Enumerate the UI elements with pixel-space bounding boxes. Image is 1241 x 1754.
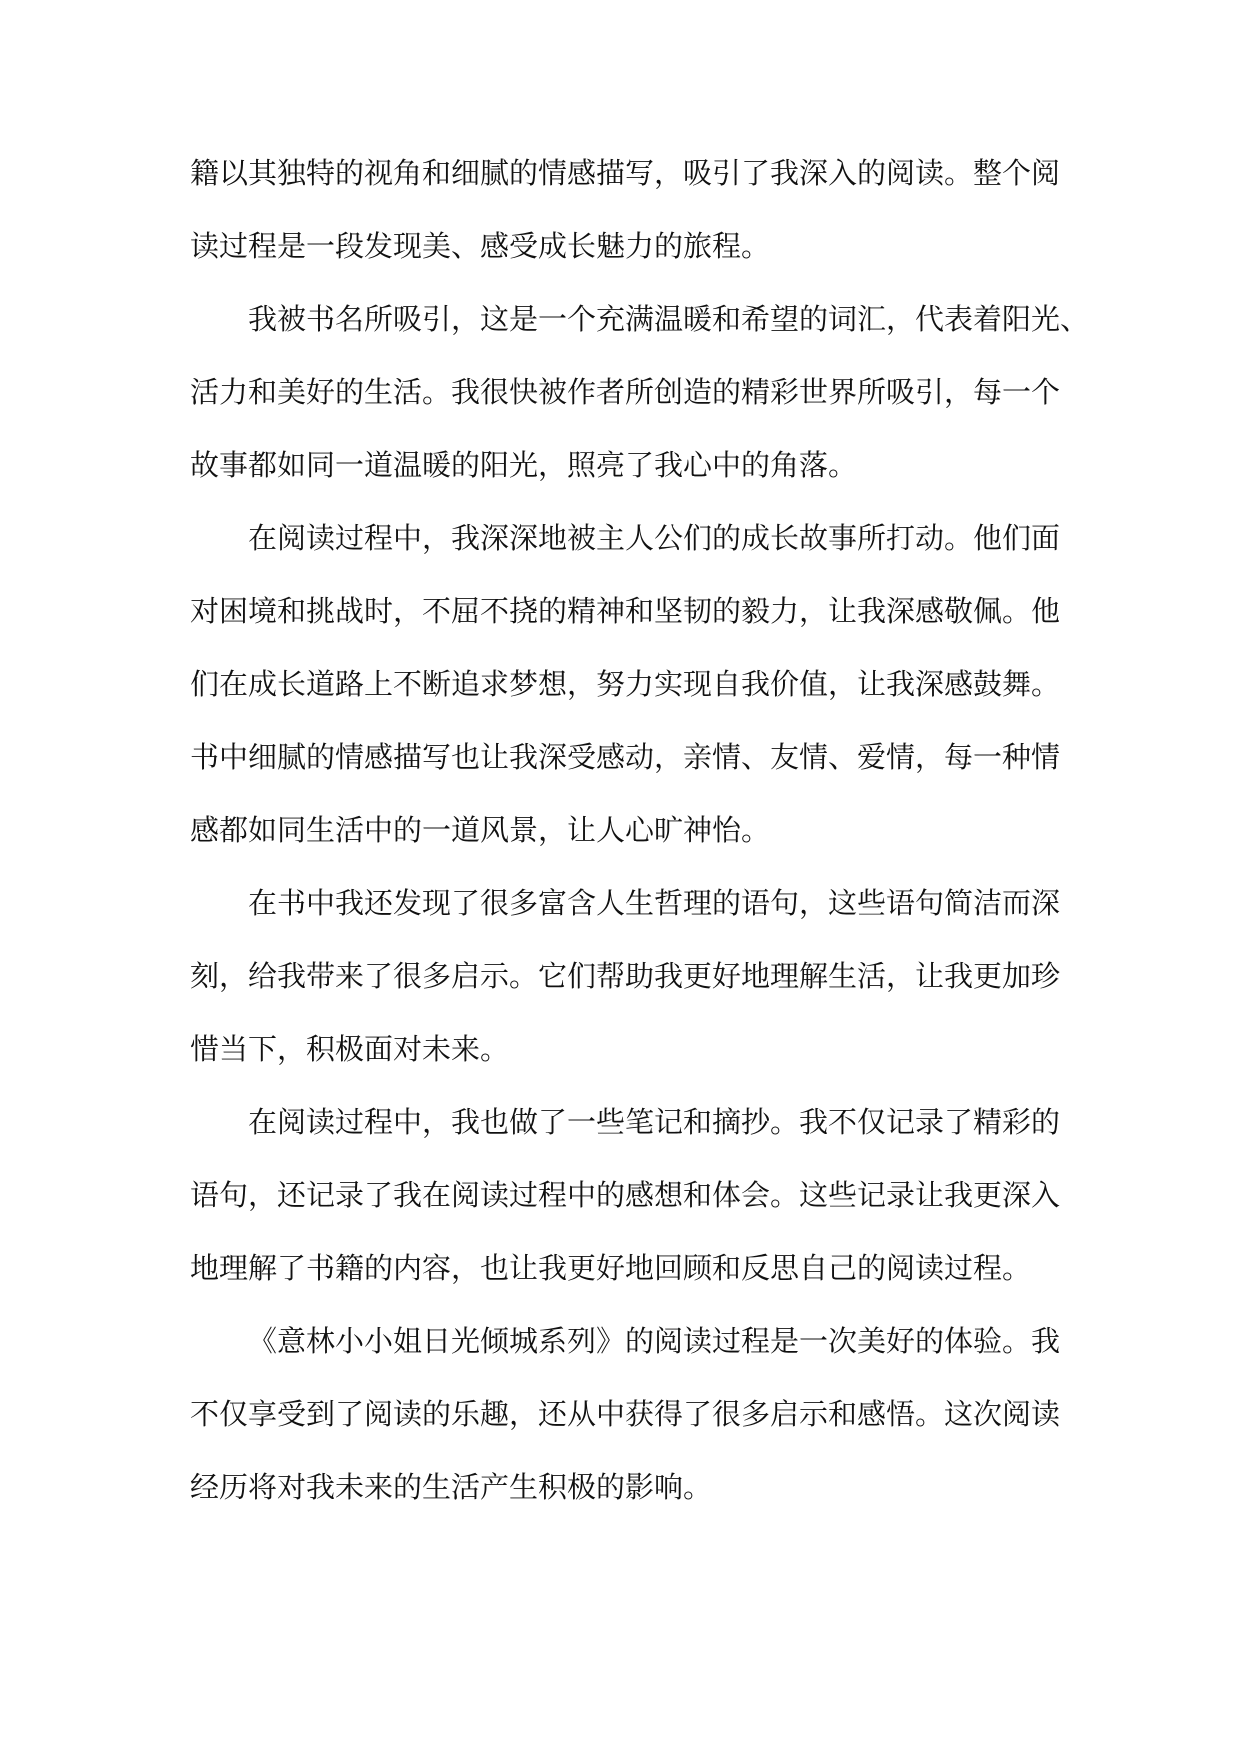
text-line: 经历将对我未来的生活产生积极的影响。 [190,1470,713,1504]
text-line: 语句，还记录了我在阅读过程中的感想和体会。这些记录让我更深入 [190,1178,1061,1212]
paragraph-first-line: 《意林小小姐日光倾城系列》的阅读过程是一次美好的体验。我 [248,1324,1061,1358]
text-line: 不仅享受到了阅读的乐趣，还从中获得了很多启示和感悟。这次阅读 [190,1397,1061,1431]
text-line: 们在成长道路上不断追求梦想，努力实现自我价值，让我深感鼓舞。 [190,667,1061,701]
paragraph-first-line: 在阅读过程中，我也做了一些笔记和摘抄。我不仅记录了精彩的 [248,1105,1061,1139]
text-line: 书中细腻的情感描写也让我深受感动，亲情、友情、爱情，每一种情 [190,740,1061,774]
document-body [190,145,1090,1532]
paragraph-first-line: 在阅读过程中，我深深地被主人公们的成长故事所打动。他们面 [248,521,1061,555]
text-line: 地理解了书籍的内容，也让我更好地回顾和反思自己的阅读过程。 [190,1251,1032,1285]
text-line: 故事都如同一道温暖的阳光，照亮了我心中的角落。 [190,448,858,482]
text-line: 活力和美好的生活。我很快被作者所创造的精彩世界所吸引，每一个 [190,375,1061,409]
paragraph-first-line: 我被书名所吸引，这是一个充满温暖和希望的词汇，代表着阳光、 [248,302,1090,336]
text-line: 刻，给我带来了很多启示。它们帮助我更好地理解生活，让我更加珍 [190,959,1061,993]
text-line: 籍以其独特的视角和细腻的情感描写，吸引了我深入的阅读。整个阅 [190,156,1061,190]
text-line: 感都如同生活中的一道风景，让人心旷神怡。 [190,813,771,847]
text-line: 读过程是一段发现美、感受成长魅力的旅程。 [190,229,771,263]
paragraph-first-line: 在书中我还发现了很多富含人生哲理的语句，这些语句简洁而深 [248,886,1061,920]
text-line: 对困境和挑战时，不屈不挠的精神和坚韧的毅力，让我深感敬佩。他 [190,594,1061,628]
text-line: 惜当下，积极面对未来。 [190,1032,510,1066]
